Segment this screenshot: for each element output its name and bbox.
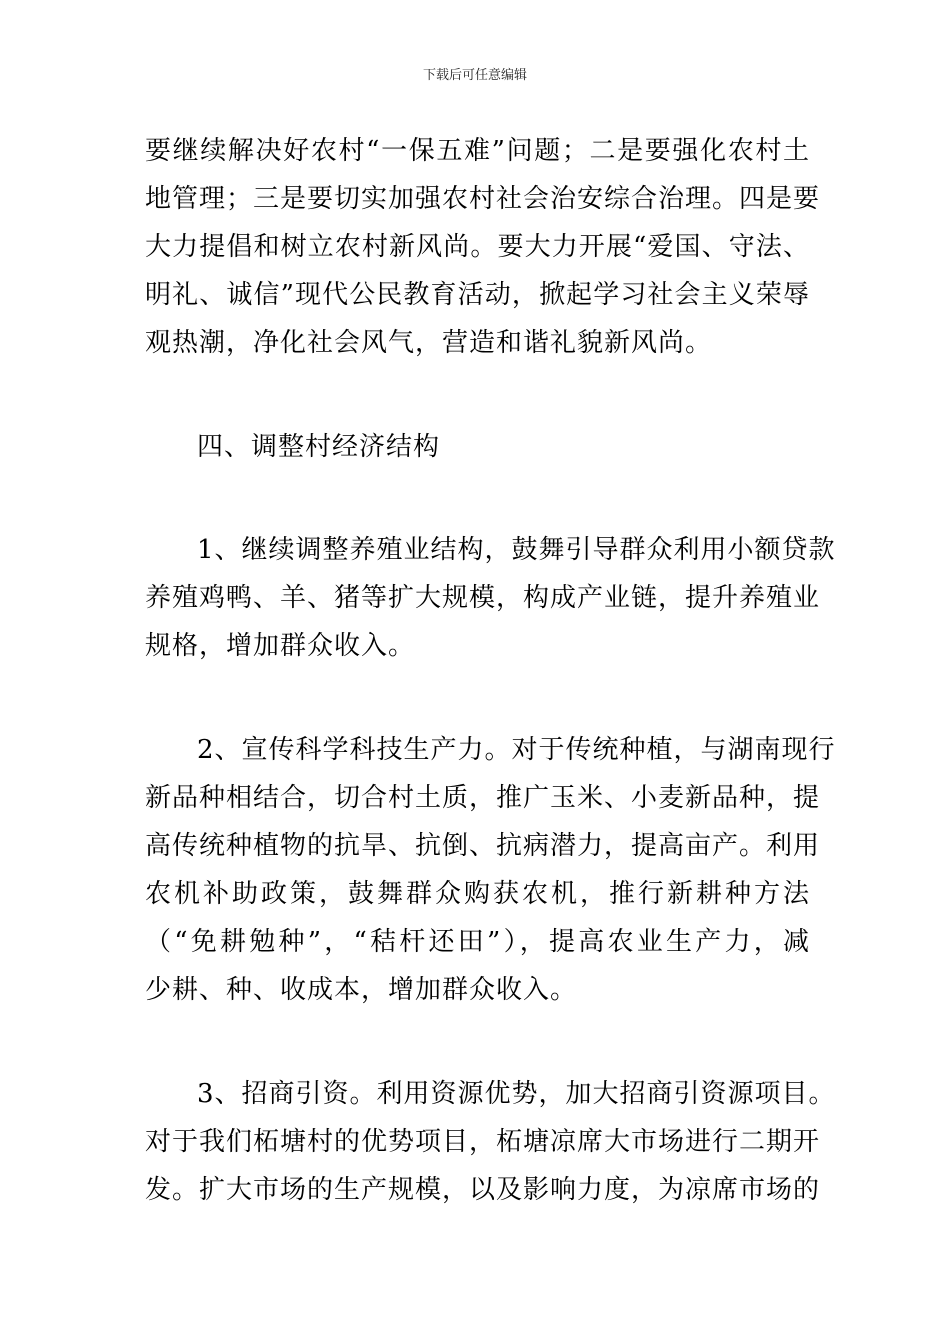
paragraph-line: 明礼、诚信”现代公民教育活动，掀起学习社会主义荣辱 (145, 280, 810, 310)
paragraph-line: （“免耕勉种”，“秸杆还田”），提高农业生产力，减 (145, 927, 810, 957)
page-header: 下载后可任意编辑 (422, 68, 527, 83)
paragraph-line: 农机补助政策，鼓舞群众购获农机，推行新耕种方法 (145, 879, 810, 909)
paragraph-line: 3、招商引资。利用资源优势，加大招商引资源项目。 (197, 1079, 836, 1109)
paragraph-line: 高传统种植物的抗旱、抗倒、抗病潜力，提高亩产。利用 (145, 831, 821, 861)
paragraph-line: 对于我们柘塘村的优势项目，柘塘凉席大市场进行二期开 (145, 1127, 821, 1157)
paragraph-line: 要继续解决好农村“一保五难”问题；二是要强化农村土 (145, 136, 810, 166)
paragraph-line: 养殖鸡鸭、羊、猪等扩大规模，构成产业链，提升养殖业 (145, 583, 821, 613)
paragraph-line: 发。扩大市场的生产规模，以及影响力度，为凉席市场的 (145, 1175, 821, 1205)
paragraph-line: 大力提倡和树立农村新风尚。要大力开展“爱国、守法、 (145, 232, 810, 262)
paragraph-line: 规格，增加群众收入。 (145, 631, 416, 661)
paragraph-line: 地管理；三是要切实加强农村社会治安综合治理。四是要 (145, 184, 821, 214)
paragraph-line: 少耕、种、收成本，增加群众收入。 (145, 975, 578, 1005)
section-heading: 四、调整村经济结构 (197, 432, 441, 462)
paragraph-line: 1、继续调整养殖业结构，鼓舞引导群众利用小额贷款 (197, 535, 836, 565)
paragraph-line: 2、宣传科学科技生产力。对于传统种植，与湖南现行 (197, 735, 836, 765)
paragraph-line: 新品种相结合，切合村土质，推广玉米、小麦新品种，提 (145, 783, 821, 813)
paragraph-line: 观热潮，净化社会风气，营造和谐礼貌新风尚。 (145, 328, 713, 358)
